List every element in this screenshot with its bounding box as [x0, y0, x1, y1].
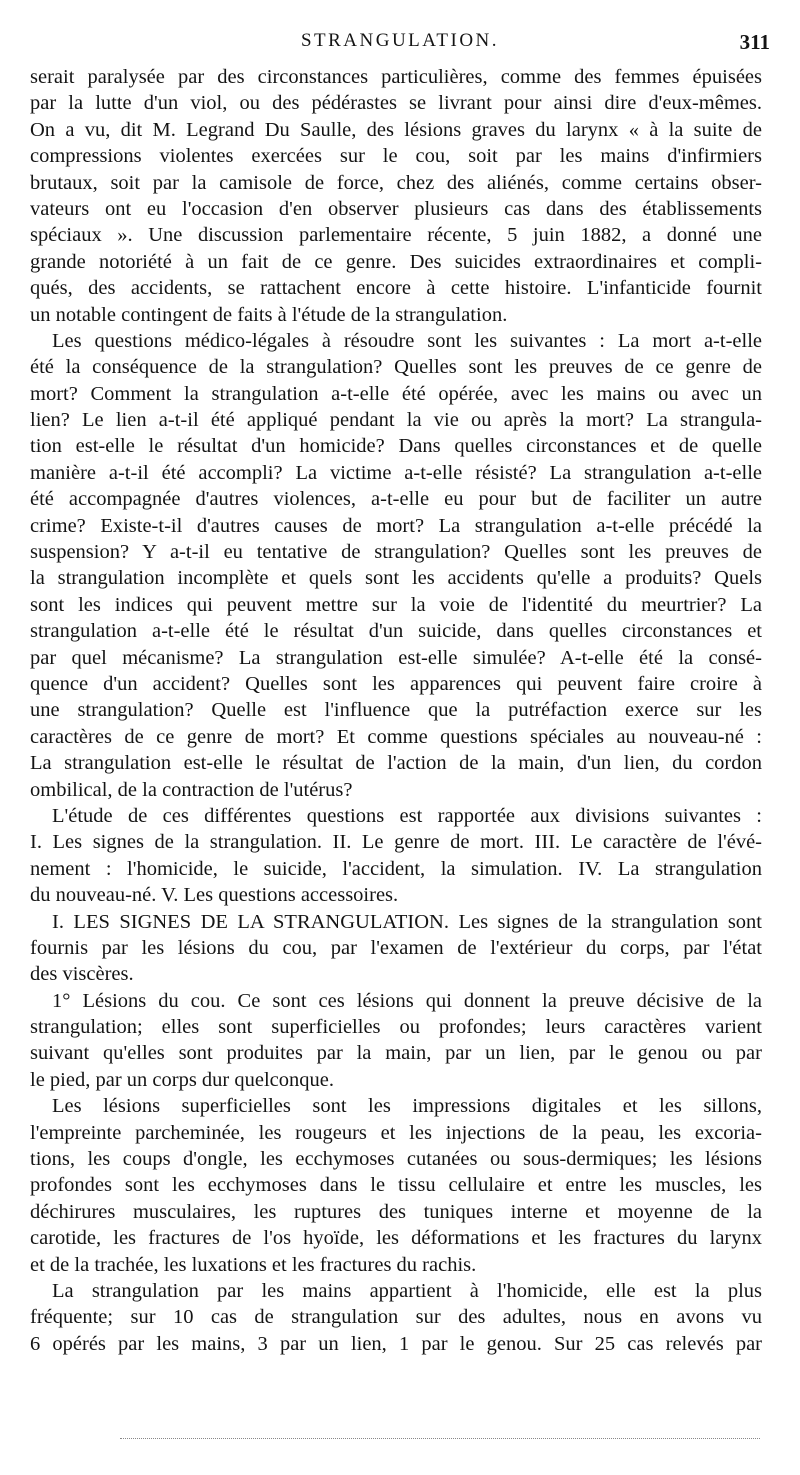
- text-line: quence d'un accident? Quelles sont les apparences qui peuvent faire croire à: [30, 672, 762, 695]
- text-line: La strangulation par les mains appartient à l'homicide, elle est la plus: [52, 1279, 762, 1302]
- text-line: carotide, les fractures de l'os hyoïde, les déformations et les fractures du larynx: [30, 1227, 762, 1250]
- text-line: nement : l'homicide, le suicide, l'accident, la simulation. IV. La strangulation: [30, 857, 762, 880]
- page-number: 311: [739, 30, 770, 54]
- text-line: vateurs ont eu l'occasion d'en observer plusieurs cas dans des établissements: [30, 197, 762, 220]
- text-line: et de la trachée, les luxations et les fractures du rachis.: [30, 1253, 477, 1276]
- text-line: fréquente; sur 10 cas de strangulation sur des adultes, nous en avons vu: [30, 1306, 762, 1329]
- text-line: qués, des accidents, se rattachent encore à cette histoire. L'infanticide fournit: [30, 277, 762, 300]
- text-line: été la conséquence de la strangulation? Quelles sont les preuves de ce genre de: [30, 356, 762, 379]
- running-title: STRANGULATION.: [300, 30, 500, 51]
- text-line: L'étude de ces différentes questions est rapportée aux divisions suivantes :: [52, 804, 762, 827]
- text-line: été accompagnée d'autres violences, a-t-elle eu pour but de faciliter un autre: [30, 488, 762, 511]
- text-line: ombilical, de la contraction de l'utérus?: [30, 778, 353, 801]
- text-line: lien? Le lien a-t-il été appliqué pendant la vie ou après la mort? La strangula-: [30, 409, 762, 432]
- text-line: caractères de ce genre de mort? Et comme questions spéciales au nouveau-né :: [30, 725, 762, 748]
- text-line: crime? Existe-t-il d'autres causes de mort? La strangulation a-t-elle précédé la: [30, 514, 762, 537]
- text-line: fournis par les lésions du cou, par l'examen de l'extérieur du corps, par l'état: [30, 936, 762, 959]
- body-text: [30, 64, 762, 1357]
- text-line: grande notoriété à un fait de ce genre. Des suicides extraordinaires et compli-: [30, 250, 762, 273]
- text-line: mort? Comment la strangulation a-t-elle été opérée, avec les mains ou avec un: [30, 382, 762, 405]
- text-line: la strangulation incomplète et quels sont les accidents qu'elle a produits? Quels: [30, 567, 762, 590]
- text-line: manière a-t-il été accompli? La victime a-t-elle résisté? La strangulation a-t-elle: [30, 461, 762, 484]
- text-line: l'empreinte parcheminée, les rougeurs et les injections de la peau, les excoria-: [30, 1121, 762, 1144]
- text-line: suspension? Y a-t-il eu tentative de strangulation? Quelles sont les preuves de: [30, 541, 762, 564]
- text-line: strangulation a-t-elle été le résultat d'un suicide, dans quelles circonstances et: [30, 620, 762, 643]
- text-line: Les questions médico-légales à résoudre sont les suivantes : La mort a-t-elle: [52, 329, 762, 352]
- text-line: Les lésions superficielles sont les impressions digitales et les sillons,: [52, 1095, 762, 1118]
- text-line: un notable contingent de faits à l'étude de la strangulation.: [30, 303, 508, 326]
- text-line: compressions violentes exercées sur le cou, soit par les mains d'infirmiers: [30, 145, 762, 168]
- text-line: strangulation; elles sont superficielles ou profondes; leurs caractères varient: [30, 1016, 762, 1039]
- text-line: une strangulation? Quelle est l'influence que la putréfaction exerce sur les: [30, 699, 762, 722]
- text-line: 6 opérés par les mains, 3 par un lien, 1 par le genou. Sur 25 cas relevés par: [30, 1332, 762, 1355]
- text-line: suivant qu'elles sont produites par la main, par un lien, par le genou ou par: [30, 1042, 762, 1065]
- bottom-rule: [120, 1438, 760, 1439]
- text-line: 1° Lésions du cou. Ce sont ces lésions qui donnent la preuve décisive de la: [52, 989, 762, 1012]
- text-line: I. Les signes de la strangulation. II. Le genre de mort. III. Le caractère de l'évé-: [30, 831, 762, 854]
- text-line: tion est-elle le résultat d'un homicide? Dans quelles circonstances et de quelle: [30, 435, 762, 458]
- text-line: par quel mécanisme? La strangulation est-elle simulée? A-t-elle été la consé-: [30, 646, 762, 669]
- text-line: spéciaux ». Une discussion parlementaire récente, 5 juin 1882, a donné une: [30, 224, 762, 247]
- text-line: serait paralysée par des circonstances particulières, comme des femmes épuisées: [30, 66, 762, 88]
- text-line: par la lutte d'un viol, ou des pédérastes se livrant pour ainsi dire d'eux-mêmes.: [30, 92, 762, 115]
- text-line: profondes sont les ecchymoses dans le tissu cellulaire et entre les muscles, les: [30, 1174, 762, 1197]
- text-line: déchirures musculaires, les ruptures des tuniques interne et moyenne de la: [30, 1200, 762, 1223]
- running-head: [30, 30, 770, 58]
- text-line: On a vu, dit M. Legrand Du Saulle, des lésions graves du larynx « à la suite de: [30, 118, 762, 141]
- text-line: du nouveau-né. V. Les questions accessoires.: [30, 884, 399, 907]
- text-line: le pied, par un corps dur quelconque.: [30, 1068, 334, 1091]
- text-line: La strangulation est-elle le résultat de l'action de la main, d'un lien, du cordon: [30, 752, 762, 775]
- text-line: brutaux, soit par la camisole de force, chez des aliénés, comme certains obser-: [30, 171, 762, 194]
- text-line: tions, les coups d'ongle, les ecchymoses cutanées ou sous-dermiques; les lésions: [30, 1148, 762, 1171]
- text-line: I. LES SIGNES DE LA STRANGULATION. Les signes de la strangulation sont: [52, 910, 762, 933]
- text-line: des viscères.: [30, 963, 134, 986]
- text-line: sont les indices qui peuvent mettre sur la voie de l'identité du meurtrier? La: [30, 593, 762, 616]
